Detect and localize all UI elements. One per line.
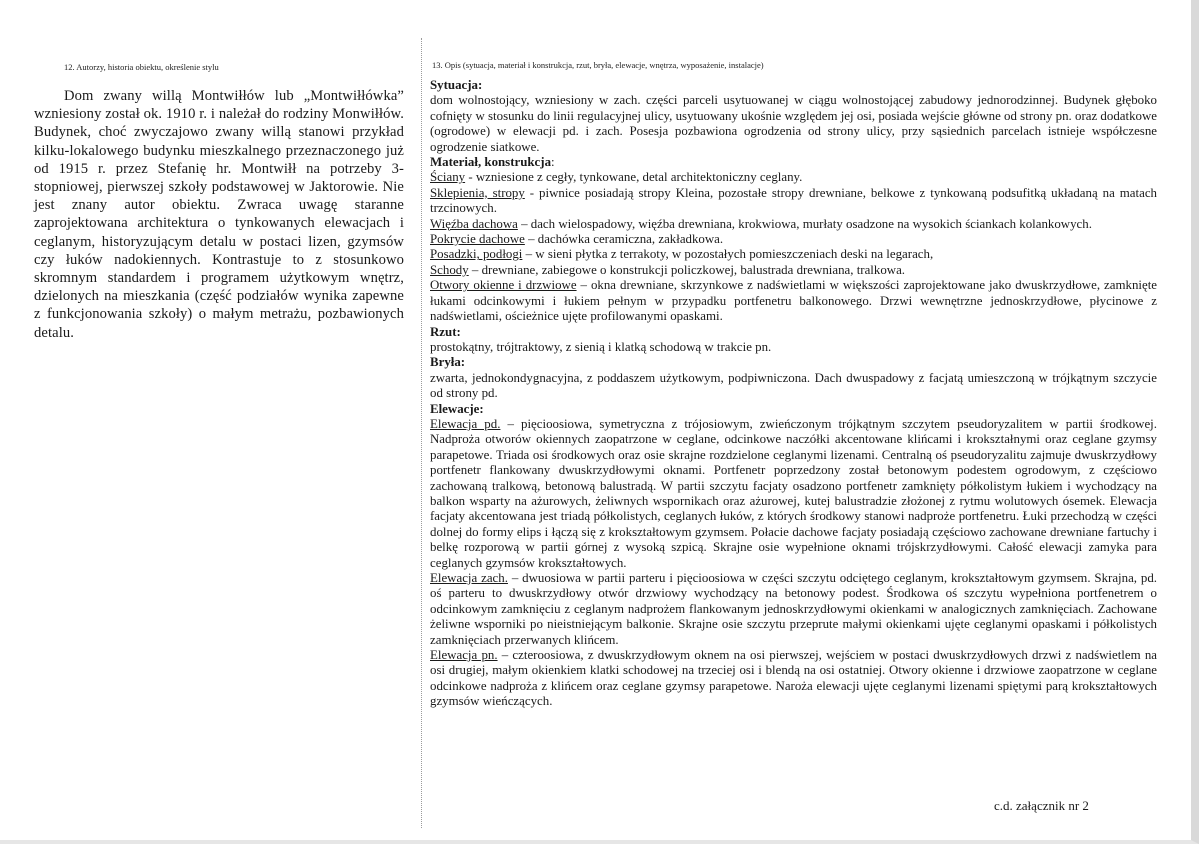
material-item-schody <box>430 263 1157 278</box>
elewacja-label: Elewacja zach. <box>430 571 508 585</box>
continuation-note: c.d. załącznik nr 2 <box>994 798 1089 813</box>
description-section-label: 13. Opis (sytuacja, materiał i konstrukcja, rzut, bryła, elewacje, wnętrza, wyposażenie, instalacje) <box>432 60 764 70</box>
elewacje-heading: Elewacje: <box>430 401 484 416</box>
material-item-text: – w sieni płytka z terrakoty, w pozostałych pomieszczeniach deski na legarach, <box>522 247 934 262</box>
elewacja-text: – czteroosiowa, z dwuskrzydłowym oknem na osi pierwszej, wejściem w postaci dwuskrzydłowych drzwi z nadświetlem na osi drugiej, małym okienkiem klatki schodowej na trzeciej osi i blendą na osi ostatniej. Otwory okienne i drzwiowe zaopatrzone w ceglane odcinkowe nadproża z klińcem oraz ceglane gzymsy parapetowe. Naroża elewacji ujęte ceglanymi lizenami spiętymi parą krokształtowych gzymsów wieńczących. <box>430 648 1157 709</box>
material-item-label: Schody <box>430 262 469 277</box>
material-item-text: – dach wielospadowy, więźba drewniana, krokwiowa, murłaty osadzone na wysokich ściankach kolankowych. <box>517 216 1092 231</box>
rzut-text: prostokątny, trójtraktowy, z sienią i klatką schodową w trakcie pn. <box>430 339 772 354</box>
history-section <box>34 62 404 342</box>
elewacja-label: Elewacja pn. <box>430 648 498 663</box>
material-item-label: Posadzki, podłogi <box>430 247 523 262</box>
bryla-text: zwarta, jednokondygnacyjna, z poddaszem użytkowym, podpiwniczona. Dach dwuspadowy z facjatą umieszczoną w trójkątnym szczycie od strony pd. <box>430 370 1157 401</box>
material-item-label: Sklepienia, stropy <box>430 185 525 200</box>
material-item-text: – drewniane, zabiegowe o konstrukcji policzkowej, balustrada drewniana, tralkowa. <box>468 262 906 277</box>
material-item-label: Więźba dachowa <box>430 216 518 231</box>
elewacja-text: – dwuosiowa w partii parteru i pięcioosiowa w części szczytu odciętego ceglanym, krokształtowym gzymsem. Skrajna, pd. oś parteru to dwuskrzydłowy otwór drzwiowy wychodzący na betonowy podest. Środkowa oś szczytu wypełniona portfenetrem o odcinkowym zamknięciu z ceglanym nadprożem flankowanym jednoskrzydłowymi okienkami w analogicznych zamknięciach. Zachowane żeliwne wsporniki po nieistniejącym balkonie. Skrajne osie szczytu przeprute małymi okienkami ujęte ceglanymi opaskami i półkolistych zamknięciach przerwanych klińcem. <box>430 571 1158 647</box>
elewacja-label: Elewacja pd. <box>430 416 501 431</box>
material-heading-colon: : <box>551 155 555 170</box>
material-item-text: - piwnice posiadają stropy Kleina, pozostałe stropy drewniane, belkowe z tynkowaną podsufitką układaną na matach trzcinowych. <box>430 185 1157 216</box>
elewacja-zach <box>430 571 1157 648</box>
material-item-text: – dachówka ceramiczna, zakładkowa. <box>524 232 724 247</box>
material-item-sciany <box>430 170 1157 185</box>
history-section-label: 12. Autorzy, historia obiektu, określenie stylu <box>64 62 219 72</box>
history-text: Dom zwany willą Montwiłłów lub „Montwiłłówka” wzniesiony został ok. 1910 r. i należał do rodziny Monwiłłów. Budynek, choć zwyczajowo zwany willą stanowi przykład kilku-lokalowego budynku mieszkalnego przeznaczonego już od 1915 r. przez Stefanię hr. Montwiłł na potrzeby 3-stopniowej, pierwszej szkoły podstawowej w Jaktorowie. Nie jest znany autor obiektu. Zwraca uwagę staranne zaprojektowana architektura o tynkowanych elewacjach i ceglanym, historyzującym detalu w postaci lizen, gzymsów czy łuków nadokiennych. Kontrastuje to z stosunkowo skromnym standardem i programem użytkowym wnętrz, dzielonych na mieszkania (część podziałów wynika zapewne z funkcjonowania szkoły) o małym metrażu, pozbawionych detalu. <box>34 88 404 341</box>
sytuacja-text: dom wolnostojący, wzniesiony w zach. części parceli usytuowanej w ciągu wolnostojącej zabudowy jednorodzinnej. Budynek głęboko cofnięty w stosunku do linii regulacyjnej ulicy, usytuowany ukośnie względem jej osi, posiada wejście główne od strony pn. oraz dodatkowe (ogrodowe) w elewacji pd. i zach. Posesja pozbawiona ogrodzenia od strony ulicy, przy sąsiednich parcelach istnieje współczesne ogrodzenie siatkowe. <box>430 93 1157 154</box>
elewacja-pn <box>430 648 1157 710</box>
column-divider <box>421 38 422 828</box>
description-section <box>430 60 1157 710</box>
material-heading <box>430 155 1157 170</box>
sytuacja-heading: Sytuacja: <box>430 78 483 92</box>
bryla-heading: Bryła: <box>430 355 466 370</box>
material-item-posadzki <box>430 247 1157 262</box>
material-heading-text: Materiał, konstrukcja <box>430 155 552 170</box>
material-item-otwory <box>430 278 1157 324</box>
elewacja-text: – pięcioosiowa, symetryczna z trójosiowym, zwieńczonym trójkątnym szczytem pseudoryzalitem w partii środkowej. Nadproża otworów okiennych zaopatrzone w ceglane, odcinkowe naczółki akcentowane klińcami i krokształnymi oraz ceglane gzymsy parapetowe. Triada osi środkowych oraz osie skrajne rozdzielone ceglanymi lizenami. Centralną oś pseudoryzalitu zajmuje dwuskrzydłowy portfenetr flankowany dwuskrzydłowymi oknami. Portfenetr poprzedzony został betonowym podestem ogrodowym, z częściowo zachowaną tralkową, betonową balustradą. W partii szczytu facjaty osadzono portfenetr zamknięty półkolistym łukiem i wychodzący na balkon wsparty na ażurowych, żeliwnych wspornikach oraz ażurowej, kutej balustradzie złożonej z rytmu wolutowych ósemek. Elewacja facjaty akcentowana jest triadą półkolistych, ceglanych łuków, z których środkowy stanowi nadproże portfenetru. Łuki przechodzą w części dolnej do formy elips i łączą się z krokształtowym gzymsem. Połacie dachowe facjaty posiadają częściowo zachowane drewniane fartuchy i belkę rozporową w partii górnej z wysoką szpicą. Skrajne osie wypełnione oknami trójskrzydłowymi. Całość elewacji zamyka para ceglanych gzymsów krokształtowych. <box>430 416 1157 570</box>
material-item-stropy <box>430 186 1157 217</box>
material-item-pokrycie <box>430 232 1157 247</box>
material-item-text: – okna drewniane, skrzynkowe z nadświetlami w większości zaprojektowane jako dwuskrzydłowe, zamknięte łukami odcinkowymi i łukiem pełnym w przypadku portfenetru balkonowego. Drzwi wewnętrzne jednoskrzydłowe, płycinowe z nadświetlami, ościeżnice ujęte profilowanymi opaskami. <box>430 278 1157 324</box>
rzut-heading: Rzut: <box>430 324 461 339</box>
elewacja-pd <box>430 417 1157 571</box>
material-item-label: Ściany <box>430 170 466 185</box>
material-item-label: Pokrycie dachowe <box>430 232 525 247</box>
material-item-label: Otwory okienne i drzwiowe <box>430 278 577 293</box>
material-item-wiezba <box>430 217 1157 232</box>
material-item-text: - wzniesione z cegły, tynkowane, detal architektoniczny ceglany. <box>465 170 803 185</box>
